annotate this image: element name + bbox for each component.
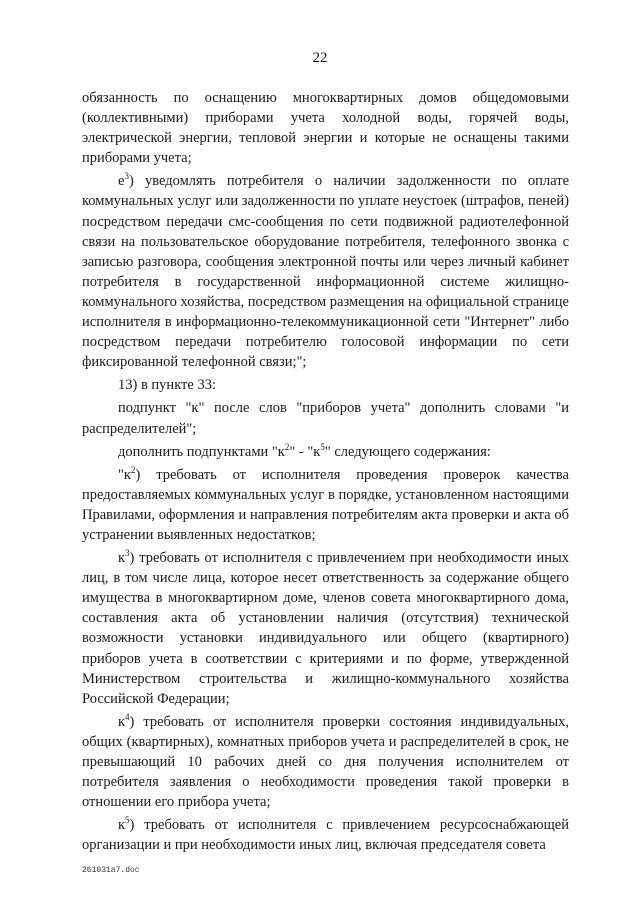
paragraph-4	[82, 398, 569, 438]
page-number: 22	[312, 50, 328, 66]
paragraph-7	[82, 548, 569, 709]
item-superscript: 3	[124, 171, 129, 182]
item-letter: е	[118, 173, 125, 190]
item-paren: )	[129, 817, 135, 834]
item-letter: к	[118, 550, 126, 567]
paragraph-text: " - "к	[289, 443, 321, 460]
document-body	[82, 88, 569, 858]
paragraph-text: требовать от исполнителя с привлечением при необходимости иных лиц, в том числе лица, которое несет ответственность за содержание общего имущества в многоквартирном доме, членов совета многоквартирного дома, составления акта об установлении наличия (отсутствия) технической возможности установки индивидуального или общего (квартирного) приборов учета в соответствии с критериями и по форме, утвержденной Министерством строительства и жилищно-коммунального хозяйства Российской Федерации;	[82, 550, 569, 707]
item-letter: к	[118, 817, 126, 834]
paragraph-1	[82, 88, 569, 168]
item-superscript: 5	[320, 441, 325, 452]
item-letter: к	[118, 713, 126, 730]
item-letter: "к	[118, 466, 131, 483]
item-paren: )	[129, 713, 135, 730]
paragraph-text: требовать от исполнителя проведения проверок качества предоставляемых коммунальных услуг в порядке, установленном настоящими Правилами, оформления и направления потребителям акта проверки и акта об устранении выявленных недостатков;	[82, 466, 569, 543]
paragraph-9	[82, 815, 569, 855]
paragraph-text: дополнить подпунктами "к	[118, 443, 285, 460]
item-superscript: 5	[125, 815, 130, 826]
item-superscript: 2	[284, 441, 290, 452]
paragraph-text: 13) в пункте 33:	[118, 377, 216, 394]
item-paren: )	[129, 550, 135, 567]
item-paren: )	[135, 466, 141, 483]
paragraph-5	[82, 442, 569, 462]
paragraph-text: уведомлять потребителя о наличии задолженности по оплате коммунальных услуг или задолженности по уплате неустоек (штрафов, пеней) посредством передачи смс-сообщения по сети подвижной радиотелефонной связи на пользовательское оборудование потребителя, телефонного звонка с записью разговора, сообщения электронной почты или через личный кабинет потребителя в государственной информационной системе жилищно-коммунального хозяйства, посредством размещения на официальной странице исполнителя в информационно-телекоммуникационной сети "Интернет" либо посредством передачи потребителю голосовой информации по сети фиксированной телефонной связи;";	[82, 173, 569, 371]
item-superscript: 4	[125, 711, 130, 722]
paragraph-8	[82, 712, 569, 812]
paragraph-2	[82, 171, 569, 372]
paragraph-text: обязанность по оснащению многоквартирных домов общедомовыми (коллективными) приборами учета холодной воды, горячей воды, электрической энергии, тепловой энергии и которые не оснащены такими приборами учета;	[82, 90, 569, 167]
paragraph-text: требовать от исполнителя проверки состояния индивидуальных, общих (квартирных), комнатных приборов учета и распределителей в срок, не превышающий 10 рабочих дней со дня получения исполнителем от потребителя заявления о необходимости проведения такой проверки в отношении его прибора учета;	[82, 713, 569, 811]
paragraph-text: подпункт "к" после слов "приборов учета" дополнить словами "и распределителей";	[82, 400, 569, 437]
paragraph-text: требовать от исполнителя с привлечением ресурсоснабжающей организации и при необходимости иных лиц, включая председателя совета	[82, 817, 569, 854]
paragraph-3	[82, 375, 569, 395]
footer-filename: 261031a7.doc	[82, 866, 140, 875]
paragraph-text: " следующего содержания:	[324, 443, 491, 460]
item-superscript: 3	[125, 548, 130, 559]
item-superscript: 2	[130, 464, 136, 475]
item-paren: )	[128, 173, 134, 190]
paragraph-6	[82, 465, 569, 545]
